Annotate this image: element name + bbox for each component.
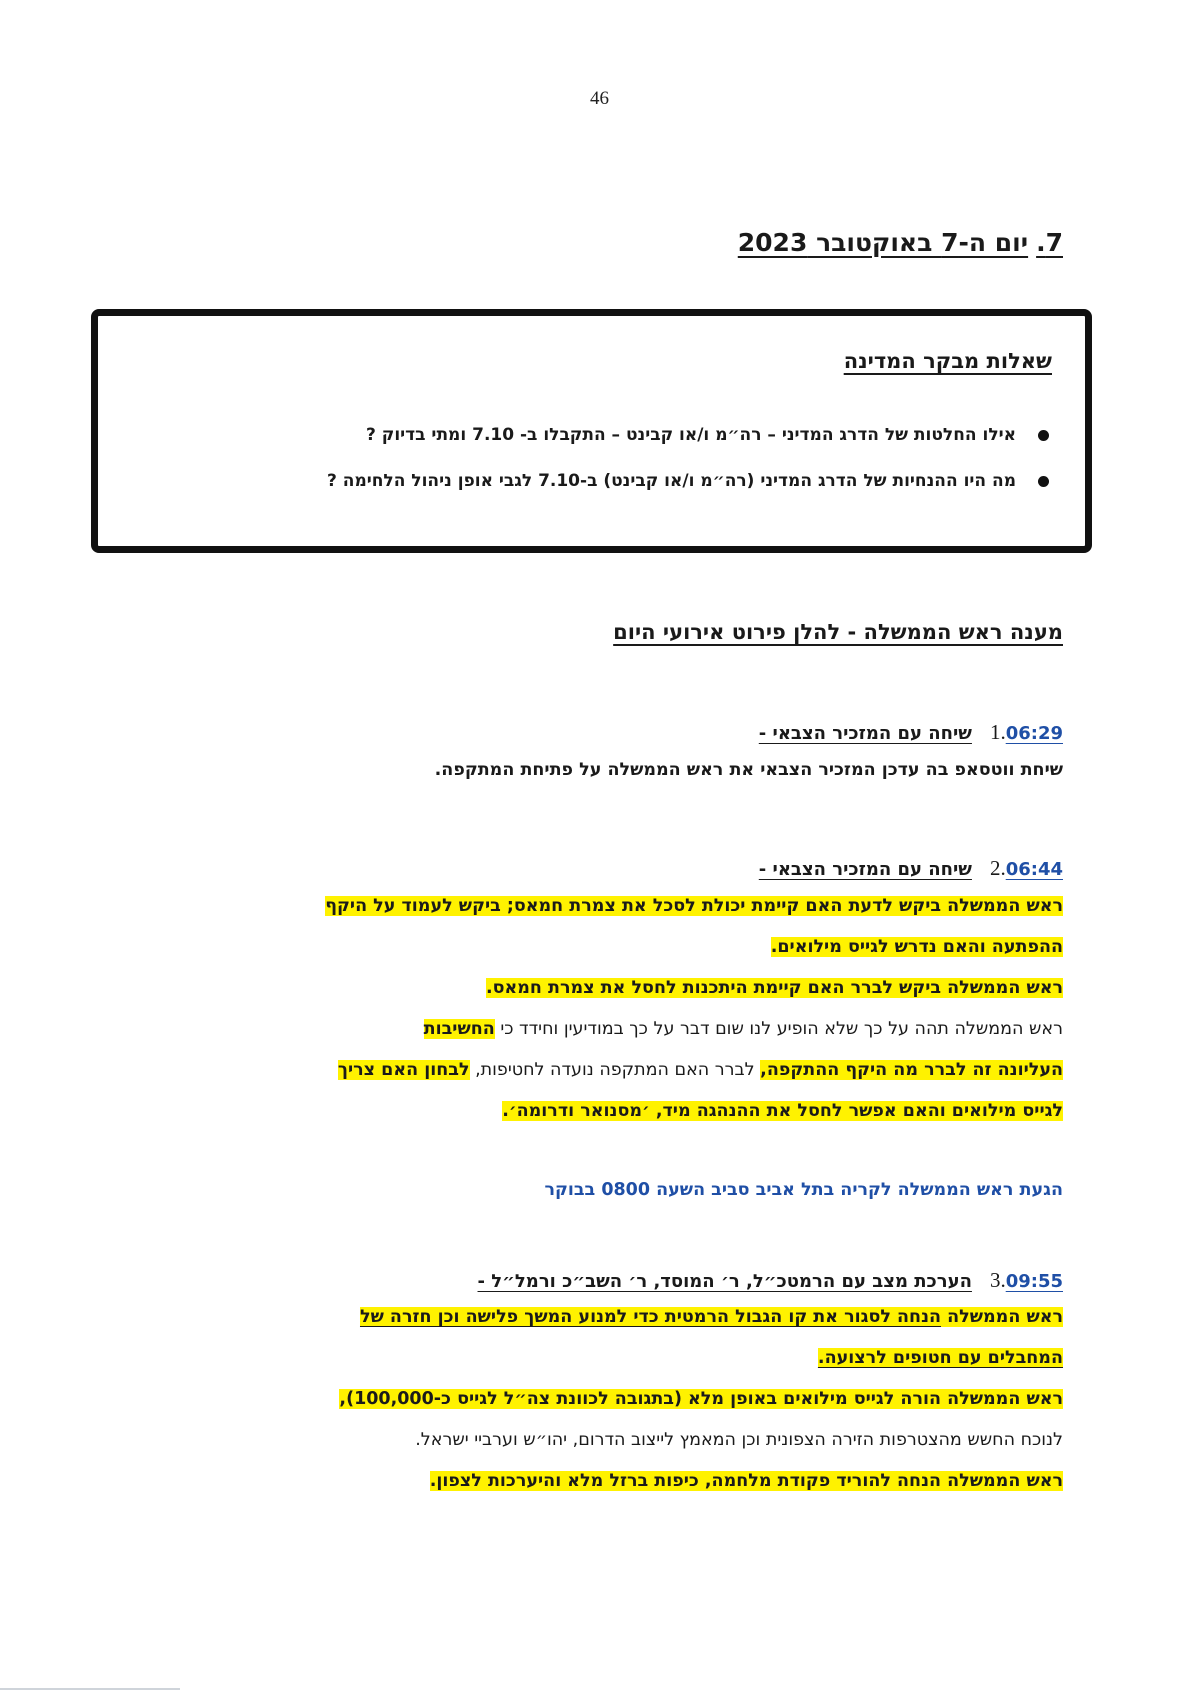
paragraph-line [424,1017,1063,1041]
highlighted-text: העליונה זה לברר מה היקף ההתקפה, [760,1060,1063,1080]
page-heading [738,228,1063,257]
highlighted-text: ראש הממשלה ביקש לברר האם קיימת היתכנות לחסל את צמרת חמאס. [485,978,1063,998]
paragraph-line [435,758,1063,782]
scan-edge-line [0,1688,180,1690]
paragraph-line [338,1058,1063,1082]
bullet-icon [1038,430,1049,441]
item-1-heading [759,720,1063,745]
item-3-heading [478,1268,1063,1293]
arrival-note: הגעת ראש הממשלה לקריה בתל אביב סביב השעה 0800 בבוקר [544,1180,1063,1200]
question-item [327,458,1049,504]
paragraph-line [325,894,1063,918]
state-comptroller-questions-box [91,309,1092,553]
heading-number: 7. [1036,228,1063,257]
highlighted-text: ראש הממשלה [941,1307,1063,1327]
item-title: שיחה עם המזכיר הצבאי - [758,723,972,744]
paragraph-line [818,1346,1063,1370]
highlighted-text: הנחה לסגור את קו הגבול הרמטית כדי למנוע המשך פלישה וכן חזרה של [359,1307,942,1327]
questions-box-title: שאלות מבקר המדינה [843,349,1052,373]
item-number: 1. [989,720,1006,744]
item-title: הערכת מצב עם הרמטכ״ל, ר׳ המוסד, ר׳ השב״כ ורמל״ל - [477,1271,972,1292]
highlighted-text: לגייס מילואים והאם אפשר לחסל את ההנהגה מיד, ׳מסנואר ודרומה׳. [502,1101,1063,1121]
item-title: שיחה עם המזכיר הצבאי - [758,859,972,880]
text-span: ראש הממשלה תהה על כך שלא הופיע לנו שום דבר על כך במודיעין וחידד כי [494,1019,1063,1039]
item-number: 3. [989,1268,1006,1292]
paragraph-line [502,1099,1063,1123]
item-time: 06:44 [1005,859,1063,880]
highlighted-text: ראש הממשלה ביקש לדעת האם קיימת יכולת לסכל את צמרת חמאס; ביקש לעמוד על היקף [325,896,1063,916]
item-2-heading [759,856,1063,881]
question-text: מה היו ההנחיות של הדרג המדיני (רה״מ ו/או קבינט) ב-7.10 לגבי אופן ניהול הלחימה ? [326,471,1016,491]
item-time: 06:29 [1005,723,1063,744]
paragraph-line [771,935,1063,959]
highlighted-text: החשיבות [423,1019,495,1039]
paragraph-line [486,976,1063,1000]
question-item [327,412,1049,458]
bullet-icon [1038,476,1049,487]
highlighted-text: ראש הממשלה הורה לגייס מילואים באופן מלא (בתגובה לכוונת צה״ל לגייס כ-100,000), [339,1389,1063,1409]
page-number: 46 [590,88,609,109]
heading-text: יום ה-7 באוקטובר 2023 [737,228,1029,257]
item-time: 09:55 [1005,1271,1063,1292]
text-span: לברר האם המתקפה נועדה לחטיפות, [469,1060,761,1080]
section-title: מענה ראש הממשלה - להלן פירוט אירועי היום [613,620,1063,644]
text-span: שיחת ווטסאפ בה עדכן המזכיר הצבאי את ראש הממשלה על פתיחת המתקפה. [434,760,1063,780]
question-text: אילו החלטות של הדרג המדיני – רה״מ ו/או קבינט – התקבלו ב- 7.10 ומתי בדיוק ? [366,425,1016,445]
paragraph-line [339,1387,1063,1411]
highlighted-text: המחבלים עם חטופים לרצועה. [817,1348,1063,1368]
highlighted-text: ההפתעה והאם נדרש לגייס מילואים. [770,937,1063,957]
paragraph-line [360,1305,1063,1329]
highlighted-text: לבחון האם צריך [337,1060,470,1080]
text-span: לנוכח החשש מהצטרפות הזירה הצפונית וכן המאמץ לייצוב הדרום, יהו״ש וערביי ישראל. [415,1430,1063,1450]
paragraph-line [415,1428,1063,1452]
highlighted-text: ראש הממשלה הנחה להוריד פקודת מלחמה, כיפות ברזל מלא והיערכות לצפון. [429,1471,1063,1491]
questions-list [327,412,1049,504]
paragraph-line [430,1469,1063,1493]
item-number: 2. [989,856,1006,880]
